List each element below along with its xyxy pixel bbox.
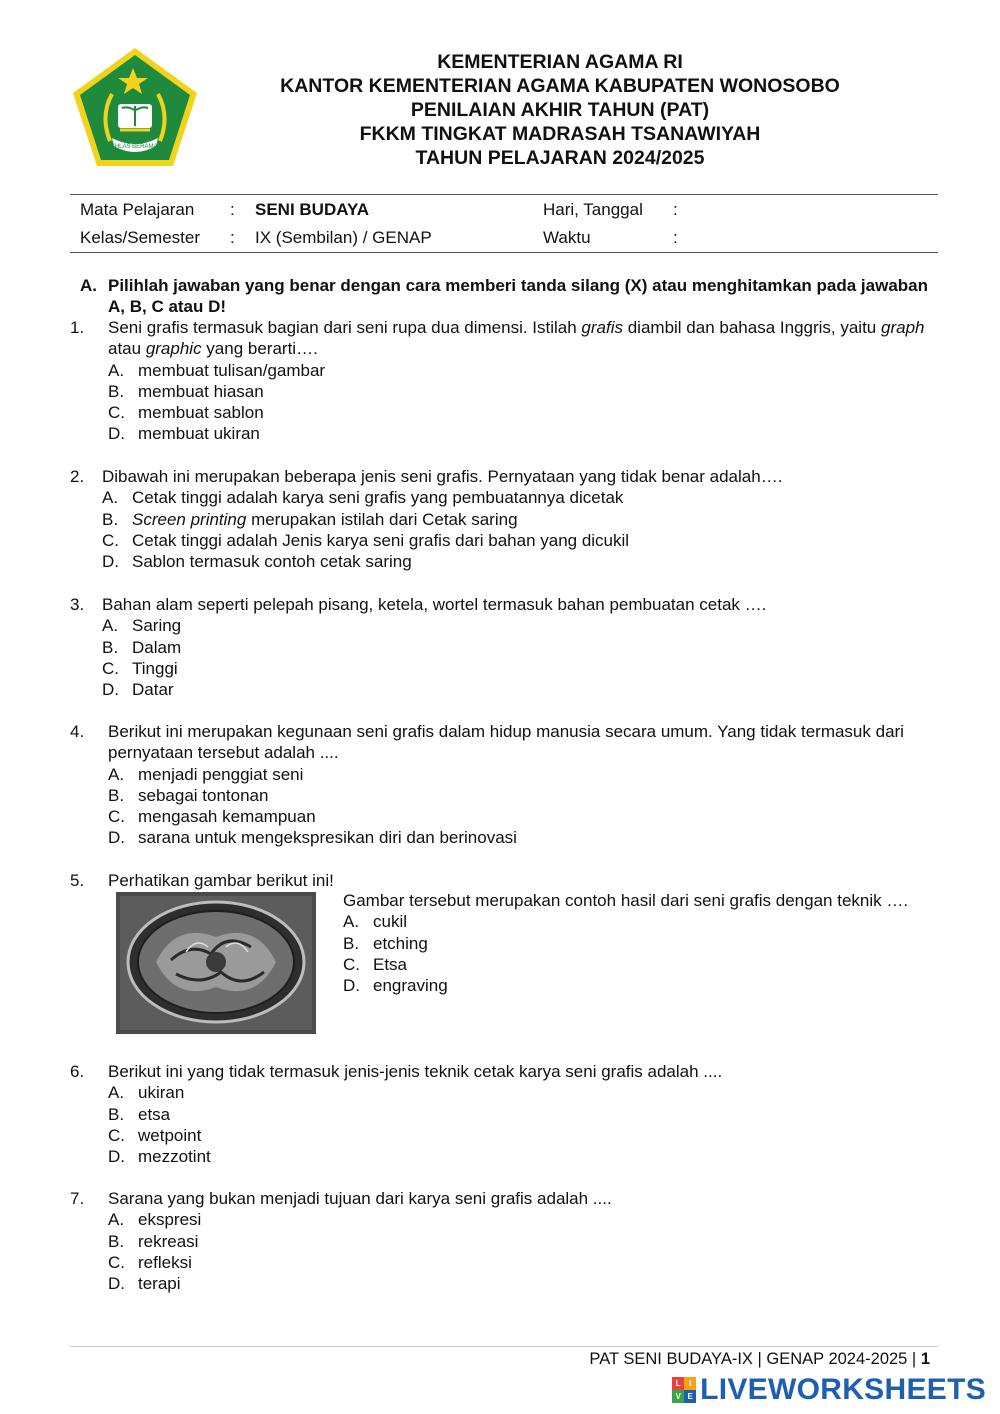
question-text: Berikut ini merupakan kegunaan seni grafis dalam hidup manusia secara umum. Yang tidak termasuk dari pernyataan tersebut adalah ....: [108, 722, 904, 763]
option-d[interactable]: [108, 827, 940, 848]
text-italic: graphic: [145, 339, 202, 359]
option-a[interactable]: [108, 764, 940, 785]
text-italic: graph: [881, 318, 925, 337]
option-letter: A.: [108, 1210, 125, 1230]
brand-mark-letter: L: [672, 1377, 684, 1390]
document-header: [180, 50, 940, 170]
option-c[interactable]: [108, 402, 940, 423]
option-letter: B.: [102, 509, 119, 529]
option-text: membuat sablon: [138, 403, 264, 423]
logo-motto: IKHLAS BERAMAL: [109, 144, 161, 150]
option-d[interactable]: [102, 551, 940, 572]
option-letter: C.: [108, 1125, 125, 1145]
text-part: atau: [108, 339, 146, 359]
option-letter: D.: [108, 424, 125, 444]
option-text: sarana untuk mengekspresikan diri dan berinovasi: [138, 828, 517, 848]
option-text: Cetak tinggi adalah karya seni grafis yang pembuatannya dicetak: [132, 488, 624, 508]
exam-info-table: [80, 196, 713, 252]
option-letter: C.: [102, 658, 119, 678]
option-d[interactable]: [343, 975, 940, 996]
option-d[interactable]: [108, 423, 940, 444]
option-letter: D.: [102, 552, 119, 572]
option-letter: B.: [102, 637, 119, 657]
option-b[interactable]: [108, 1104, 940, 1125]
header-line-2: KANTOR KEMENTERIAN AGAMA KABUPATEN WONOSOBO: [280, 75, 840, 97]
question-1: [70, 317, 940, 445]
option-a[interactable]: [102, 487, 940, 508]
option-letter: D.: [108, 1147, 125, 1167]
question-4: [70, 721, 940, 849]
option-c[interactable]: [343, 954, 940, 975]
option-text: membuat ukiran: [138, 424, 260, 444]
option-letter: C.: [108, 1252, 125, 1272]
option-a[interactable]: [102, 615, 940, 636]
question-3: [70, 594, 940, 700]
info-row: [80, 196, 713, 224]
option-text: mezzotint: [138, 1147, 211, 1167]
question-6: [70, 1061, 940, 1167]
option-letter: A.: [102, 616, 119, 636]
class-label: Kelas/Semester: [80, 228, 200, 247]
option-letter: B.: [108, 381, 125, 401]
option-letter: A.: [108, 764, 125, 784]
option-text: menjadi penggiat seni: [138, 764, 304, 784]
question-number: 4.: [70, 722, 85, 741]
liveworksheets-brand[interactable]: [672, 1372, 986, 1408]
question-text: Bahan alam seperti pelepah pisang, ketela, wortel termasuk bahan pembuatan cetak ….: [102, 595, 767, 614]
header-line-3: PENILAIAN AKHIR TAHUN (PAT): [410, 99, 710, 121]
option-text: etching: [373, 933, 428, 953]
option-text: refleksi: [138, 1252, 192, 1272]
option-c[interactable]: [108, 1252, 940, 1273]
option-letter: B.: [108, 785, 125, 805]
option-letter: B.: [108, 1104, 125, 1124]
question-number: 7.: [70, 1189, 85, 1208]
option-text: Tinggi: [132, 658, 178, 678]
option-text: wetpoint: [138, 1125, 202, 1145]
option-d[interactable]: [108, 1146, 940, 1167]
question-number: 2.: [70, 467, 85, 486]
question-text: Perhatikan gambar berikut ini!: [108, 871, 334, 890]
option-letter: D.: [108, 828, 125, 848]
option-a[interactable]: [108, 360, 940, 381]
option-c[interactable]: [108, 806, 940, 827]
header-line-4: FKKM TINGKAT MADRASAH TSANAWIYAH: [359, 123, 761, 145]
subject-value: SENI BUDAYA: [255, 200, 370, 219]
option-a[interactable]: [108, 1209, 940, 1230]
subject-label: Mata Pelajaran: [80, 200, 195, 219]
option-letter: B.: [108, 1231, 125, 1251]
question-number: 6.: [70, 1062, 85, 1081]
option-text: rekreasi: [138, 1231, 199, 1251]
option-letter: C.: [343, 954, 360, 974]
option-text: etsa: [138, 1104, 171, 1124]
option-text: Sablon termasuk contoh cetak saring: [132, 552, 412, 572]
section-instruction: [80, 275, 940, 317]
option-text: terapi: [138, 1274, 181, 1294]
option-text: mengasah kemampuan: [138, 807, 316, 827]
option-text: Dalam: [132, 637, 182, 657]
question-side-text: Gambar tersebut merupakan contoh hasil dari seni grafis dengan teknik ….: [343, 891, 909, 910]
brand-mark-letter: E: [684, 1390, 696, 1403]
option-b[interactable]: [102, 637, 940, 658]
option-a[interactable]: [108, 1082, 940, 1103]
text-part: yang berarti….: [201, 339, 318, 359]
question-text: [108, 317, 940, 360]
option-b[interactable]: [343, 933, 940, 954]
option-letter: A.: [102, 488, 119, 508]
header-line-5: TAHUN PELAJARAN 2024/2025: [415, 147, 705, 169]
option-text: Saring: [132, 616, 182, 636]
option-text: engraving: [373, 976, 448, 996]
divider-top: [70, 194, 938, 195]
info-row: [80, 224, 713, 252]
question-text: Berikut ini yang tidak termasuk jenis-jenis teknik cetak karya seni grafis adalah ....: [108, 1062, 723, 1081]
colon: :: [673, 200, 678, 219]
brand-mark-icon: [672, 1377, 696, 1403]
option-c[interactable]: [102, 658, 940, 679]
option-text-italic: Screen printing: [132, 509, 247, 529]
brand-mark-letter: V: [672, 1390, 684, 1403]
option-c[interactable]: [102, 530, 940, 551]
time-label: Waktu: [543, 228, 591, 247]
option-letter: C.: [108, 403, 125, 423]
question-7: [70, 1188, 940, 1294]
question-5-side: [343, 890, 940, 996]
option-letter: C.: [102, 530, 119, 550]
brand-mark-letter: I: [684, 1377, 696, 1390]
brand-name: LIVEWORKSHEETS: [700, 1373, 986, 1406]
class-value: IX (Sembilan) / GENAP: [255, 228, 432, 247]
page-number: 1: [920, 1350, 930, 1368]
option-letter: C.: [108, 807, 125, 827]
option-letter: D.: [102, 680, 119, 700]
option-text: merupakan istilah dari Cetak saring: [246, 509, 518, 529]
option-text: membuat hiasan: [138, 381, 264, 401]
question-number: 3.: [70, 595, 85, 614]
colon: :: [230, 228, 235, 247]
question-2: [70, 466, 940, 572]
option-letter: A.: [343, 912, 360, 932]
option-d[interactable]: [102, 679, 940, 700]
option-a[interactable]: [343, 911, 940, 932]
section-text: Pilihlah jawaban yang benar dengan cara memberi tanda silang (X) atau menghitamkan pada jawaban A, B, C atau D!: [108, 276, 929, 316]
option-text: cukil: [373, 912, 408, 932]
option-text: Cetak tinggi adalah Jenis karya seni grafis dari bahan yang dicukil: [132, 530, 630, 550]
question-5: [70, 870, 940, 891]
option-b[interactable]: [102, 509, 940, 530]
divider-bottom: [70, 252, 938, 253]
option-text: sebagai tontonan: [138, 785, 269, 805]
engraved-plate-image: [116, 892, 316, 1034]
header-line-1: KEMENTERIAN AGAMA RI: [437, 51, 683, 73]
option-text: Etsa: [373, 954, 408, 974]
text-part: diambil dan bahasa Inggris, yaitu: [623, 318, 881, 337]
question-number: 1.: [70, 318, 85, 337]
option-letter: A.: [108, 1083, 125, 1103]
option-text: ekspresi: [138, 1210, 202, 1230]
text-italic: grafis: [581, 318, 623, 337]
footer-divider: [70, 1346, 938, 1347]
option-letter: D.: [108, 1274, 125, 1294]
option-b[interactable]: [108, 785, 940, 806]
option-b[interactable]: [108, 1231, 940, 1252]
day-label: Hari, Tanggal: [543, 200, 643, 219]
option-letter: A.: [108, 360, 125, 380]
option-text: membuat tulisan/gambar: [138, 360, 326, 380]
colon: :: [673, 228, 678, 247]
option-letter: D.: [343, 976, 360, 996]
option-text: ukiran: [138, 1083, 185, 1103]
footer-text: PAT SENI BUDAYA-IX | GENAP 2024-2025 |: [589, 1350, 921, 1368]
page-footer: [589, 1350, 930, 1369]
option-c[interactable]: [108, 1125, 940, 1146]
text-part: Seni grafis termasuk bagian dari seni rupa dua dimensi. Istilah: [108, 318, 582, 337]
question-text: Sarana yang bukan menjadi tujuan dari karya seni grafis adalah ....: [108, 1189, 612, 1208]
colon: :: [230, 200, 235, 219]
question-text: Dibawah ini merupakan beberapa jenis seni grafis. Pernyataan yang tidak benar adalah….: [102, 467, 783, 486]
option-letter: B.: [343, 933, 360, 953]
question-number: 5.: [70, 871, 85, 890]
option-b[interactable]: [108, 381, 940, 402]
section-label: A.: [80, 276, 97, 295]
option-d[interactable]: [108, 1273, 940, 1294]
option-text: Datar: [132, 680, 174, 700]
